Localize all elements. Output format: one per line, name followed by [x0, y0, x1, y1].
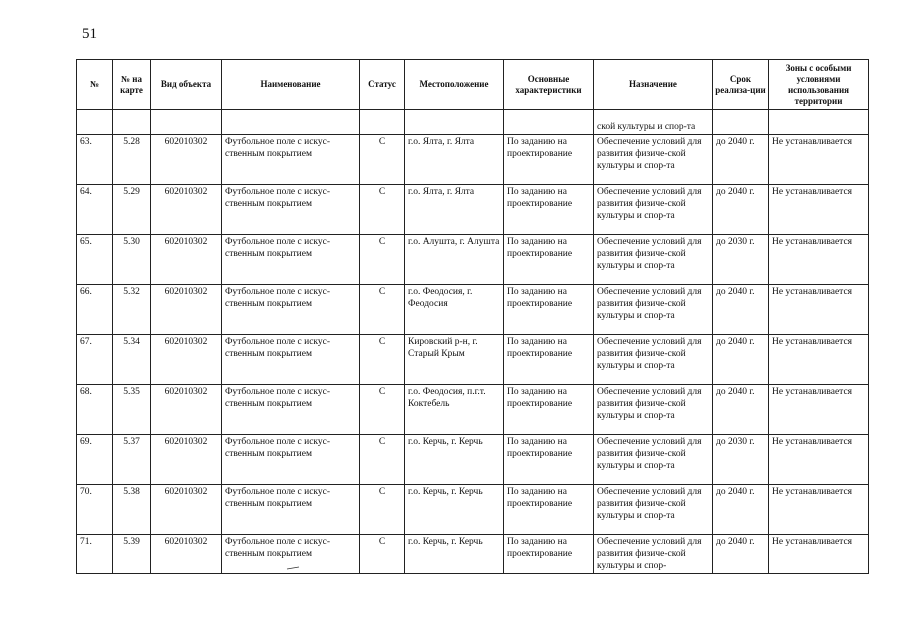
cell-zones: Не устанавливается [769, 485, 869, 535]
cell-purpose: Обеспечение условий для развития физиче-ской культуры и спор-та [594, 135, 713, 185]
header-object-type: Вид объекта [151, 60, 222, 110]
cell-location: г.о. Феодосия, г. Феодосия [405, 285, 504, 335]
cell-num: 67. [77, 335, 113, 385]
cell-name: Футбольное поле с искус-ственным покрытием [222, 285, 360, 335]
cell-characteristics: По заданию на проектирование [504, 185, 594, 235]
cell-term: до 2040 г. [713, 385, 769, 435]
cell-map-number: 5.34 [113, 335, 151, 385]
header-characteristics: Основные характеристики [504, 60, 594, 110]
objects-table [76, 59, 869, 574]
cell-status: С [360, 285, 405, 335]
header-purpose: Назначение [594, 60, 713, 110]
cell-zones: Не устанавливается [769, 335, 869, 385]
cell-status: С [360, 485, 405, 535]
cell-characteristics: По заданию на проектирование [504, 535, 594, 574]
header-zones: Зоны с особыми условиями использования территории [769, 60, 869, 110]
cell-name: Футбольное поле с искус-ственным покрытием [222, 235, 360, 285]
table-row [77, 285, 869, 335]
table-row [77, 435, 869, 485]
cell-name: Футбольное поле с искус-ственным покрытием [222, 135, 360, 185]
cell-zones: Не устанавливается [769, 285, 869, 335]
cell-zones: Не устанавливается [769, 385, 869, 435]
cell-term: до 2040 г. [713, 185, 769, 235]
cell-location: г.о. Керчь, г. Керчь [405, 535, 504, 574]
cell-object-type: 602010302 [151, 435, 222, 485]
cell-term: до 2030 г. [713, 235, 769, 285]
cell-map-number: 5.29 [113, 185, 151, 235]
cell-name: Футбольное поле с искус-ственным покрытием [222, 485, 360, 535]
cell-num: 70. [77, 485, 113, 535]
cell-status: С [360, 135, 405, 185]
cell-characteristics: По заданию на проектирование [504, 485, 594, 535]
cell-num: 66. [77, 285, 113, 335]
page-number: 51 [82, 26, 97, 42]
header-term: Срок реализа-ции [713, 60, 769, 110]
header-num: № [77, 60, 113, 110]
cell-status: С [360, 535, 405, 574]
cell-purpose: Обеспечение условий для развития физиче-ской культуры и спор-та [594, 285, 713, 335]
cell-map-number: 5.39 [113, 535, 151, 574]
cell-status: С [360, 335, 405, 385]
table-row [77, 185, 869, 235]
cell-name: Футбольное поле с искус-ственным покрытием [222, 335, 360, 385]
table-row [77, 385, 869, 435]
cell-num: 69. [77, 435, 113, 485]
cell-term: до 2040 г. [713, 485, 769, 535]
cell-map-number: 5.35 [113, 385, 151, 435]
cell-location: г.о. Ялта, г. Ялта [405, 135, 504, 185]
cell-status: С [360, 185, 405, 235]
table-row [77, 135, 869, 185]
cell-map-number: 5.37 [113, 435, 151, 485]
cell-object-type: 602010302 [151, 485, 222, 535]
continuation-purpose: ской культуры и спор-та [594, 110, 713, 135]
cell-zones: Не устанавливается [769, 435, 869, 485]
cell-status: С [360, 235, 405, 285]
cell-status: С [360, 435, 405, 485]
table-row [77, 535, 869, 574]
table-row-continuation [77, 110, 869, 135]
table-header-row [77, 60, 869, 110]
header-map-number: № на карте [113, 60, 151, 110]
cell-map-number: 5.38 [113, 485, 151, 535]
cell-object-type: 602010302 [151, 285, 222, 335]
table-row [77, 235, 869, 285]
cell-characteristics: По заданию на проектирование [504, 285, 594, 335]
cell-purpose: Обеспечение условий для развития физиче-ской культуры и спор-та [594, 485, 713, 535]
cell-name: Футбольное поле с искус-ственным покрытием [222, 435, 360, 485]
cell-characteristics: По заданию на проектирование [504, 435, 594, 485]
header-status: Статус [360, 60, 405, 110]
cell-location: Кировский р-н, г. Старый Крым [405, 335, 504, 385]
cell-zones: Не устанавливается [769, 185, 869, 235]
cell-zones: Не устанавливается [769, 135, 869, 185]
cell-name: Футбольное поле с искус-ственным покрытием [222, 385, 360, 435]
cell-object-type: 602010302 [151, 135, 222, 185]
header-location: Местоположение [405, 60, 504, 110]
pen-stroke-mark [286, 566, 300, 570]
cell-purpose: Обеспечение условий для развития физиче-ской культуры и спор-та [594, 385, 713, 435]
cell-purpose: Обеспечение условий для развития физиче-ской культуры и спор-та [594, 185, 713, 235]
cell-name: Футбольное поле с искус-ственным покрытием [222, 535, 360, 574]
cell-location: г.о. Алушта, г. Алушта [405, 235, 504, 285]
cell-object-type: 602010302 [151, 335, 222, 385]
cell-map-number: 5.30 [113, 235, 151, 285]
cell-map-number: 5.28 [113, 135, 151, 185]
cell-term: до 2040 г. [713, 535, 769, 574]
cell-name: Футбольное поле с искус-ственным покрытием [222, 185, 360, 235]
cell-purpose: Обеспечение условий для развития физиче-ской культуры и спор-та [594, 435, 713, 485]
cell-characteristics: По заданию на проектирование [504, 235, 594, 285]
cell-num: 63. [77, 135, 113, 185]
cell-num: 64. [77, 185, 113, 235]
cell-status: С [360, 385, 405, 435]
cell-zones: Не устанавливается [769, 535, 869, 574]
cell-object-type: 602010302 [151, 535, 222, 574]
cell-location: г.о. Керчь, г. Керчь [405, 435, 504, 485]
cell-zones: Не устанавливается [769, 235, 869, 285]
table-row [77, 335, 869, 385]
cell-num: 71. [77, 535, 113, 574]
cell-num: 68. [77, 385, 113, 435]
cell-object-type: 602010302 [151, 185, 222, 235]
cell-term: до 2040 г. [713, 285, 769, 335]
cell-characteristics: По заданию на проектирование [504, 135, 594, 185]
cell-object-type: 602010302 [151, 235, 222, 285]
cell-term: до 2030 г. [713, 435, 769, 485]
cell-num: 65. [77, 235, 113, 285]
table-row [77, 485, 869, 535]
cell-location: г.о. Ялта, г. Ялта [405, 185, 504, 235]
cell-purpose: Обеспечение условий для развития физиче-ской культуры и спор- [594, 535, 713, 574]
cell-characteristics: По заданию на проектирование [504, 335, 594, 385]
cell-term: до 2040 г. [713, 135, 769, 185]
cell-map-number: 5.32 [113, 285, 151, 335]
header-name: Наименование [222, 60, 360, 110]
cell-location: г.о. Керчь, г. Керчь [405, 485, 504, 535]
cell-location: г.о. Феодосия, п.г.т. Коктебель [405, 385, 504, 435]
cell-object-type: 602010302 [151, 385, 222, 435]
cell-term: до 2040 г. [713, 335, 769, 385]
cell-purpose: Обеспечение условий для развития физиче-ской культуры и спор-та [594, 335, 713, 385]
cell-purpose: Обеспечение условий для развития физиче-ской культуры и спор-та [594, 235, 713, 285]
cell-characteristics: По заданию на проектирование [504, 385, 594, 435]
